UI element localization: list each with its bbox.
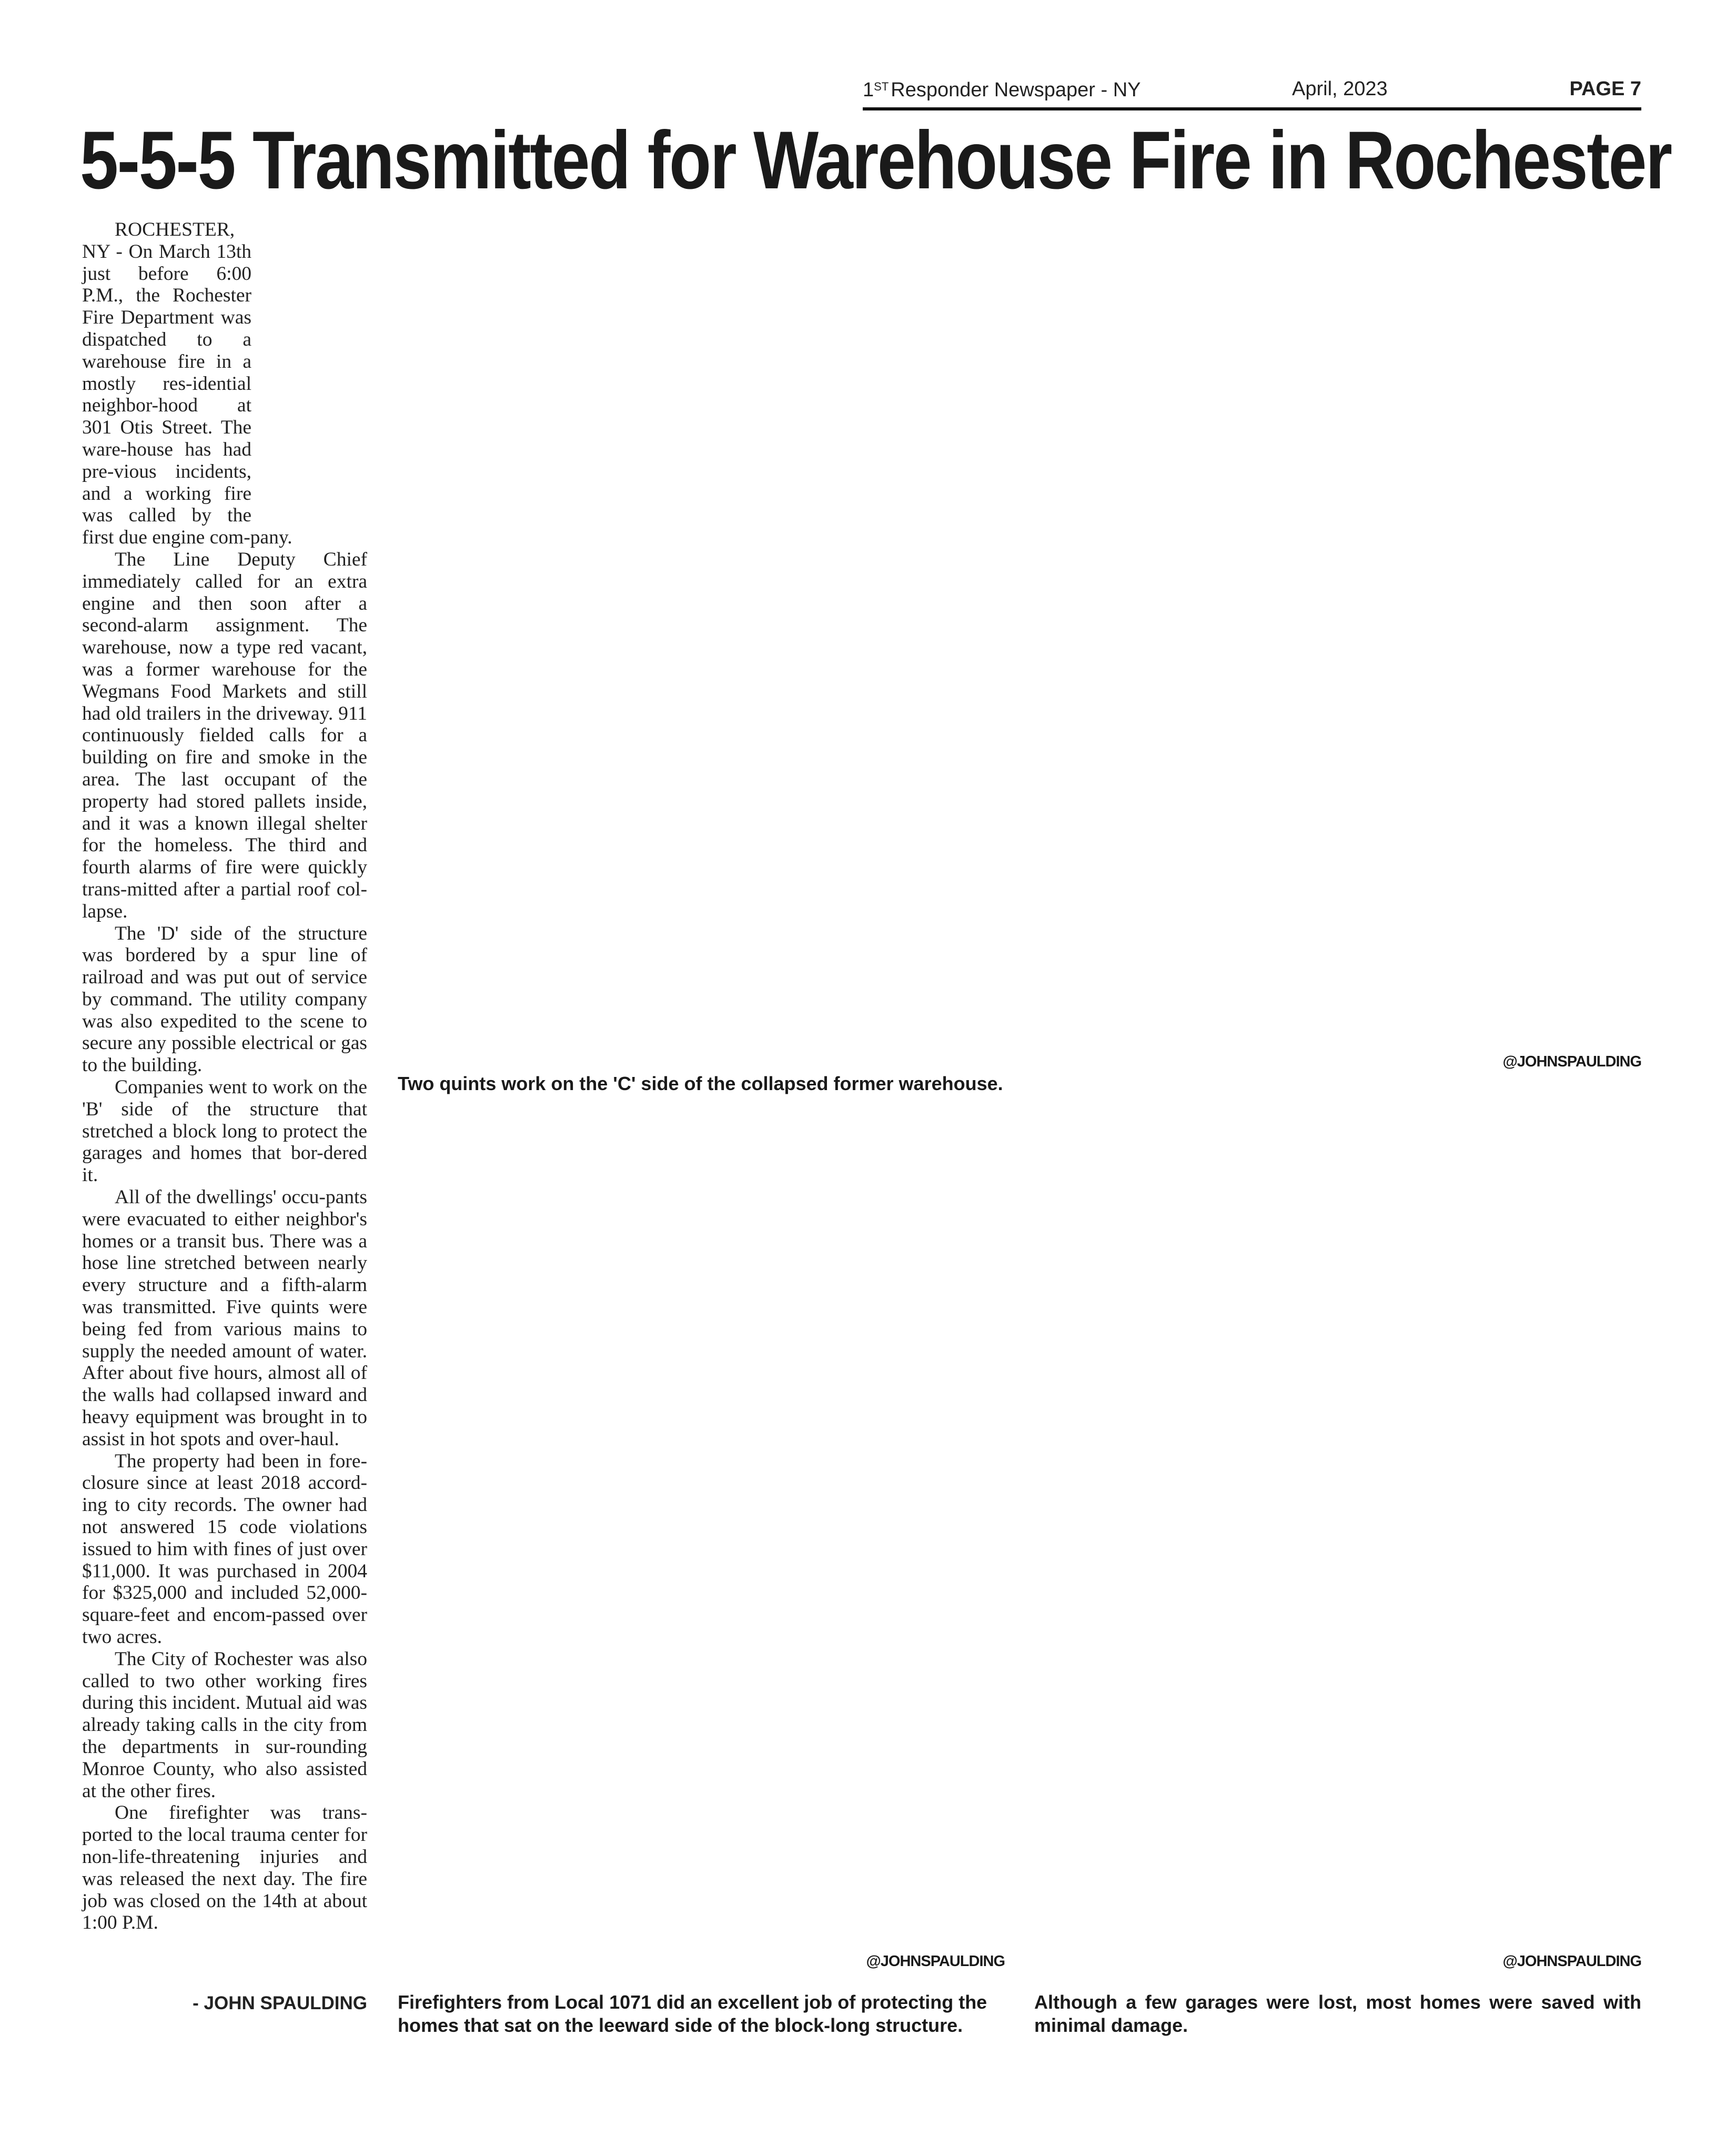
article-paragraph: The City of Rochester was also called to two other working fires during this incident. Mutual aid was already taking calls in the city from the departments in sur-rounding Monroe County, who also assisted at the other fires.: [82, 1648, 367, 1802]
issue-date: April, 2023: [1292, 78, 1388, 100]
photo-caption: Two quints work on the 'C' side of the collapsed former warehouse.: [398, 1073, 1003, 1094]
newspaper-name: [863, 79, 1141, 102]
article-paragraph: ROCHESTER, NY - On March 13th just before 6:00 P.M., the Rochester Fire Department was dispatched to a warehouse fire in a mostly res-idential neighbor-hood at 301 Otis Street. The ware-house has had pre-vious incidents, and a working fire was called by the first due engine com-pany.: [82, 219, 292, 549]
page-number: PAGE 7: [1569, 78, 1641, 100]
photo-credit: @JOHNSPAULDING: [1502, 1053, 1641, 1070]
newspaper-name-prefix: 1: [863, 79, 874, 101]
article-paragraph: The Line Deputy Chief immediately called for an extra engine and then soon after a second-alarm assignment. The warehouse, now a type red vacant, was a former warehouse for the Wegmans Food Markets and still had old trailers in the driveway. 911 continuously fielded calls for a building on fire and smoke in the area. The last occupant of the property had stored pallets inside, and it was a known illegal shelter for the homeless. The third and fourth alarms of fire were quickly trans-mitted after a partial roof col-lapse.: [82, 548, 367, 922]
article-body: [82, 219, 367, 1934]
newspaper-name-text: Responder Newspaper - NY: [891, 79, 1141, 101]
article-paragraph: Companies went to work on the 'B' side of the structure that stretched a block long to protect the garages and homes that bor-dered it.: [82, 1076, 367, 1186]
newspaper-name-superscript: ST: [874, 80, 889, 93]
article-paragraph: One firefighter was trans-ported to the local trauma center for non-life-threatening injuries and was released the next day. The fire job was closed on the 14th at about 1:00 P.M.: [82, 1802, 367, 1934]
article-paragraph: The property had been in fore-closure since at least 2018 accord-ing to city records. The owner had not answered 15 code violations issued to him with fines of just over $11,000. It was purchased in 2004 for $325,000 and included 52,000-square-feet and encom-passed over two acres.: [82, 1450, 367, 1648]
photo-leeward-homes: [398, 1105, 1005, 1947]
photo-garages: [1034, 1105, 1641, 1947]
photo-credit: @JOHNSPAULDING: [866, 1953, 1005, 1970]
article-headline: 5-5-5 Transmitted for Warehouse Fire in Rochester: [80, 115, 1671, 206]
article-byline: - JOHN SPAULDING: [193, 1993, 367, 2013]
photo-caption: Firefighters from Local 1071 did an excellent job of protecting the homes that sat on the leeward side of the block-long structure.: [398, 1991, 987, 2036]
article-paragraph: The 'D' side of the structure was bordered by a spur line of railroad and was put out of service by command. The utility company was also expedited to the scene to secure any possible electrical or gas to the building.: [82, 922, 367, 1076]
photo-warehouse-c-side: [398, 219, 1641, 1050]
text-wrap-space: [251, 219, 367, 525]
page-header: [863, 78, 1641, 110]
photo-caption: Although a few garages were lost, most homes were saved with minimal damage.: [1034, 1991, 1641, 2036]
article-paragraph: All of the dwellings' occu-pants were evacuated to either neighbor's homes or a transit bus. There was a hose line stretched between nearly every structure and a fifth-alarm was transmitted. Five quints were being fed from various mains to supply the needed amount of water. After about five hours, almost all of the walls had collapsed inward and heavy equipment was brought in to assist in hot spots and over-haul.: [82, 1186, 367, 1450]
photo-credit: @JOHNSPAULDING: [1502, 1953, 1641, 1970]
